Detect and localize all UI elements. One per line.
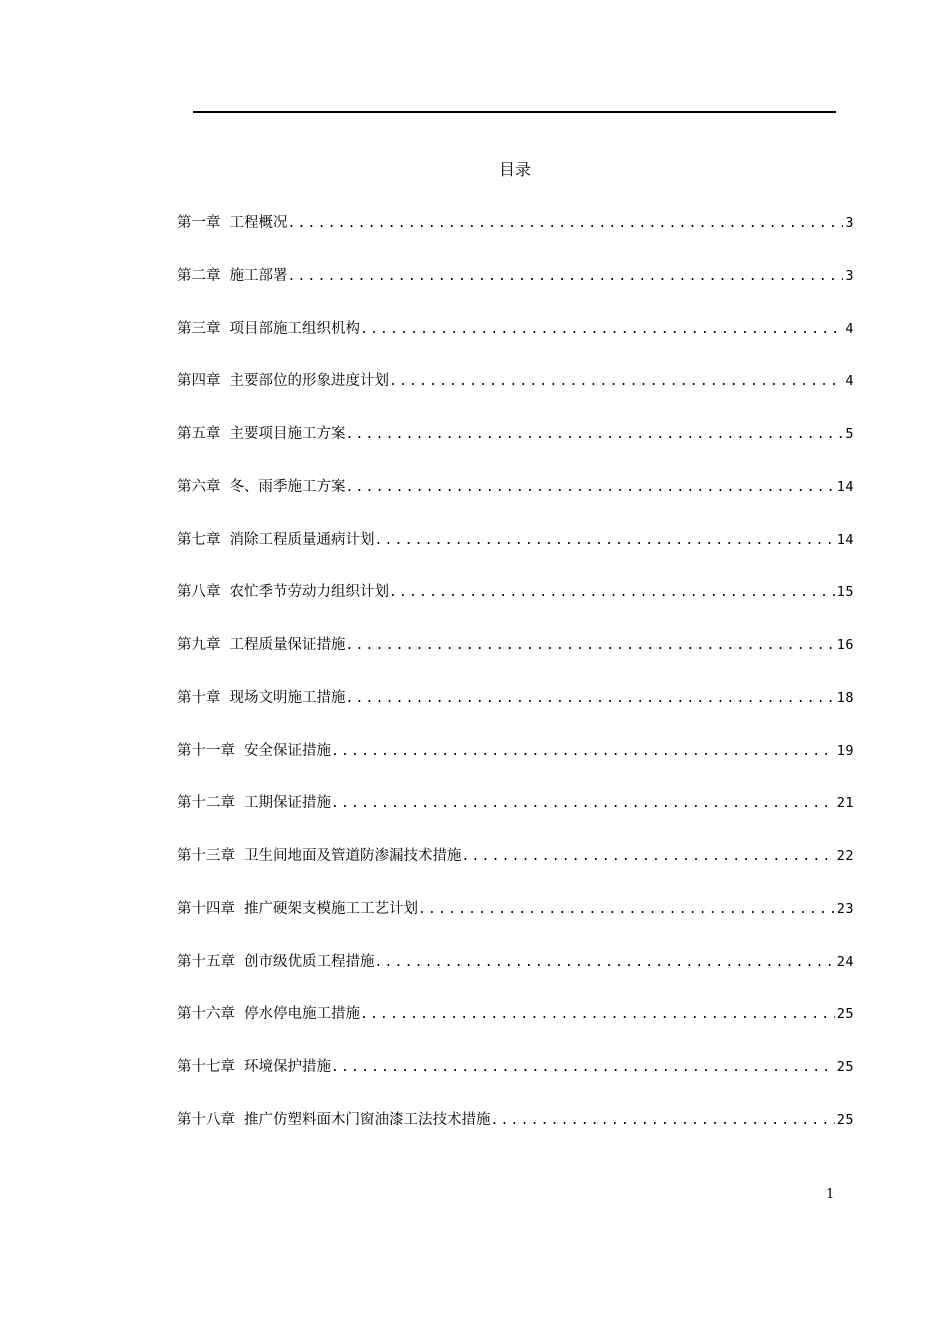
toc-dot-leader <box>389 580 835 606</box>
toc-entry[interactable] <box>177 316 854 369</box>
toc-title: 目录 <box>498 160 531 179</box>
toc-chapter-title: 现场文明施工措施 <box>229 689 346 706</box>
toc-page-number: 21 <box>836 795 854 812</box>
toc-chapter-number: 第十五章 <box>177 953 235 970</box>
toc-dot-leader <box>462 844 835 870</box>
toc-page-number: 4 <box>845 320 854 337</box>
toc-dot-leader <box>331 791 835 817</box>
toc-page-number: 19 <box>836 742 854 759</box>
toc-page-number: 25 <box>836 1006 854 1023</box>
table-of-contents <box>177 210 854 1160</box>
toc-chapter-number: 第八章 <box>177 584 221 601</box>
toc-entry[interactable] <box>177 263 854 316</box>
toc-chapter-number: 第七章 <box>177 531 221 548</box>
toc-entry[interactable] <box>177 949 854 1002</box>
toc-chapter-title: 推广仿塑料面木门窗油漆工法技术措施 <box>244 1111 491 1128</box>
toc-chapter-number: 第二章 <box>177 267 221 284</box>
toc-chapter-number: 第一章 <box>177 215 221 231</box>
toc-chapter-number: 第十一章 <box>177 742 235 759</box>
toc-chapter-title: 停水停电施工措施 <box>244 1006 360 1023</box>
toc-dot-leader <box>346 422 844 448</box>
toc-page-number: 25 <box>836 1059 854 1075</box>
toc-entry[interactable] <box>177 632 854 685</box>
toc-dot-leader <box>418 897 835 923</box>
toc-chapter-title: 主要部位的形象进度计划 <box>229 373 389 390</box>
toc-dot-leader <box>288 211 844 237</box>
toc-chapter-number: 第十章 <box>177 689 221 706</box>
toc-page-number: 14 <box>836 531 854 548</box>
toc-chapter-title: 环境保护措施 <box>244 1059 331 1075</box>
toc-chapter-number: 第十八章 <box>177 1111 235 1128</box>
toc-chapter-title: 农忙季节劳动力组织计划 <box>229 584 389 601</box>
toc-entry[interactable] <box>177 368 854 421</box>
toc-page-number: 16 <box>836 637 854 653</box>
toc-chapter-title: 项目部施工组织机构 <box>229 320 360 337</box>
toc-entry[interactable] <box>177 1001 854 1054</box>
toc-entry[interactable] <box>177 210 854 263</box>
toc-chapter-title: 消除工程质量通病计划 <box>229 531 375 548</box>
header-rule <box>193 111 836 113</box>
toc-page-number: 3 <box>845 215 854 231</box>
toc-dot-leader <box>331 739 835 765</box>
toc-entry[interactable] <box>177 1107 854 1160</box>
toc-chapter-number: 第五章 <box>177 426 221 442</box>
toc-chapter-title: 卫生间地面及管道防渗漏技术措施 <box>244 848 462 864</box>
toc-chapter-number: 第三章 <box>177 320 221 337</box>
toc-entry[interactable] <box>177 685 854 738</box>
toc-page-number: 4 <box>845 373 854 390</box>
toc-entry[interactable] <box>177 474 854 527</box>
toc-page-number: 18 <box>836 689 854 706</box>
toc-dot-leader <box>360 1002 835 1028</box>
toc-chapter-title: 推广硬架支模施工工艺计划 <box>244 900 418 917</box>
toc-page-number: 25 <box>836 1111 854 1128</box>
toc-dot-leader <box>360 317 843 343</box>
toc-chapter-number: 第九章 <box>177 637 221 653</box>
toc-page-number: 15 <box>836 584 854 601</box>
toc-chapter-number: 第四章 <box>177 373 221 390</box>
toc-dot-leader <box>346 633 835 659</box>
toc-chapter-title: 施工部署 <box>229 267 288 284</box>
toc-entry[interactable] <box>177 527 854 580</box>
toc-chapter-number: 第十六章 <box>177 1006 235 1023</box>
toc-chapter-title: 工期保证措施 <box>244 795 331 812</box>
toc-chapter-number: 第六章 <box>177 478 221 495</box>
toc-dot-leader <box>346 686 835 712</box>
toc-entry[interactable] <box>177 843 854 896</box>
toc-dot-leader <box>491 1108 835 1134</box>
toc-entry[interactable] <box>177 790 854 843</box>
toc-dot-leader <box>288 264 844 290</box>
toc-page-number: 14 <box>836 478 854 495</box>
toc-chapter-number: 第十二章 <box>177 795 235 812</box>
toc-page-number: 5 <box>845 426 854 442</box>
toc-chapter-title: 工程质量保证措施 <box>229 637 346 653</box>
toc-page-number: 24 <box>836 953 854 970</box>
toc-dot-leader <box>331 1055 835 1081</box>
toc-chapter-number: 第十三章 <box>177 848 235 864</box>
toc-dot-leader <box>389 369 843 395</box>
toc-dot-leader <box>346 475 835 501</box>
toc-chapter-number: 第十四章 <box>177 900 235 917</box>
page-number: 1 <box>826 1187 835 1202</box>
toc-chapter-title: 主要项目施工方案 <box>229 426 346 442</box>
toc-entry[interactable] <box>177 579 854 632</box>
toc-chapter-title: 冬、雨季施工方案 <box>229 478 346 495</box>
toc-chapter-title: 创市级优质工程措施 <box>244 953 375 970</box>
toc-dot-leader <box>375 950 835 976</box>
toc-page-number: 23 <box>836 900 854 917</box>
toc-page-number: 3 <box>845 267 854 284</box>
toc-entry[interactable] <box>177 1054 854 1107</box>
toc-entry[interactable] <box>177 421 854 474</box>
toc-entry[interactable] <box>177 738 854 791</box>
toc-chapter-title: 工程概况 <box>229 215 288 231</box>
toc-entry[interactable] <box>177 896 854 949</box>
toc-dot-leader <box>375 528 835 554</box>
toc-chapter-number: 第十七章 <box>177 1059 235 1075</box>
toc-page-number: 22 <box>836 848 854 864</box>
toc-chapter-title: 安全保证措施 <box>244 742 331 759</box>
